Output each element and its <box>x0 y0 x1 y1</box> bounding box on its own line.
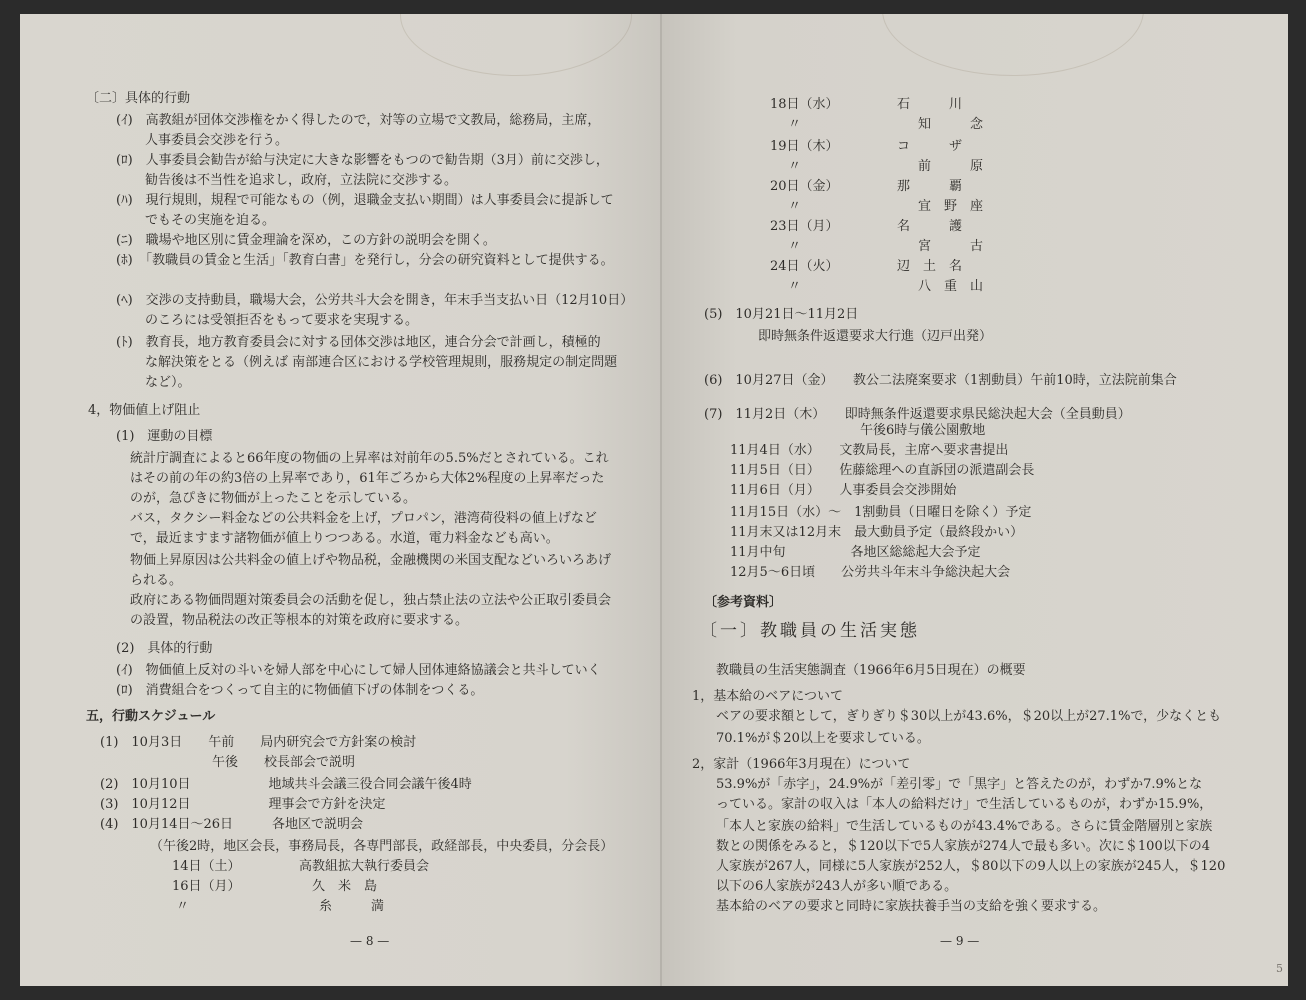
right-text-line: っている。家計の収入は「本人の給料だけ」で生活しているものが，わずか15.9%， <box>716 797 1213 812</box>
page-number-left: — 8 — <box>350 934 390 948</box>
page-number-right: — 9 — <box>940 934 980 948</box>
left-text-line: 人事委員会交渉を行う。 <box>145 133 289 148</box>
right-text-line: 53.9%が「赤字」，24.9%が「差引零」で「黒字」と答えたのが，わずか7.9%とな <box>716 777 1203 792</box>
right-text-line: 〔一〕教職員の生活実態 <box>700 621 920 641</box>
right-text-line: 以下の6人家族が243人が多い順である。 <box>716 879 958 894</box>
left-text-line: で，最近ますます諸物価が値上りつつある。水道，電力料金なども高い。 <box>130 531 559 546</box>
left-text-line: (ﾆ) 職場や地区別に賃金理論を深め，この方針の説明会を開く。 <box>116 233 496 248</box>
left-text-line: 〃 糸 満 <box>176 899 385 914</box>
left-text-line: でもその実施を迫る。 <box>145 213 276 228</box>
right-text-line: 11月末又は12月末 最大動員予定（最終段かい） <box>730 525 1024 540</box>
right-text-line: 即時無条件返還要求大行進（辺戸出発） <box>758 329 993 344</box>
right-text-line: 2，家計（1966年3月現在）について <box>692 757 911 772</box>
right-text-line: ベアの要求額として，ぎりぎり＄30以上が43.6%，＄20以上が27.1%で，少なくとも <box>716 709 1222 724</box>
left-text-line: バス，タクシー料金などの公共料金を上げ，プロパン，港湾荷役料の値上げなど <box>130 511 597 526</box>
left-text-line: 4，物価値上げ阻止 <box>88 403 201 418</box>
left-text-line: のころには受領拒否をもって要求を実現する。 <box>145 313 419 328</box>
right-text-line: 18日（水） 石 川 <box>770 97 963 112</box>
left-text-line: な解決策をとる（例えば 南部連合区における学校管理規則，服務規定の制定問題 <box>145 355 618 370</box>
left-text-line: 物価上昇原因は公共料金の値上げや物品税，金融機関の米国支配などいろいろあげ <box>130 553 612 568</box>
right-text-line: 1，基本給のベアについて <box>692 689 844 704</box>
left-text-line: (1) 運動の目標 <box>116 429 213 444</box>
corner-mark: 5 <box>1276 962 1283 975</box>
right-text-line: (6) 10月27日（金） 教公二法廃案要求（1割動員）午前10時，立法院前集合 <box>704 373 1177 388</box>
left-text-line: (ﾍ) 交渉の支持動員，職場大会，公労共斗大会を開き，年末手当支払い日（12月10日） <box>116 293 634 308</box>
right-text-line: 11月4日（水） 文教局長，主席へ要求書提出 <box>730 443 1009 458</box>
right-text-line: 〃 前 原 <box>788 159 984 174</box>
left-text-line: (ﾎ) 「教職員の賃金と生活」「教育白書」を発行し，分会の研究資料として提供する。 <box>116 253 614 268</box>
left-text-line: の設置，物品税法の改正等根本的対策を政府に要求する。 <box>130 613 469 628</box>
left-text-line: られる。 <box>130 573 183 588</box>
left-text-line: はその前の年の約3倍の上昇率であり，61年ごろから大体2%程度の上昇率だった <box>130 471 605 486</box>
right-text-line: 11月6日（月） 人事委員会交渉開始 <box>730 483 957 498</box>
left-text-line: (4) 10月14日～26日 各地区で説明会 <box>100 817 364 832</box>
left-text-line: 五，行動スケジュール <box>86 709 216 724</box>
left-text-line: （午後2時，地区会長，事務局長，各専門部長，政経部長，中央委員，分会長） <box>150 839 614 854</box>
right-text-line: 19日（木） コ ザ <box>770 139 963 154</box>
right-text-line: 教職員の生活実態調査（1966年6月5日現在）の概要 <box>716 663 1026 678</box>
right-text-line: 23日（月） 名 護 <box>770 219 963 234</box>
right-text-line: 70.1%が＄20以上を要求している。 <box>716 731 930 746</box>
left-text-line: (1) 10月3日 午前 局内研究会で方針案の検討 <box>100 735 417 750</box>
right-text-line: 人家族が267人，同様に5人家族が252人，＄80以下の9人以上の家族が245人，＄120 <box>716 859 1226 874</box>
right-text-line: 24日（火） 辺 土 名 <box>770 259 963 274</box>
left-text-line: 16日（月） 久 米 島 <box>172 879 378 894</box>
left-text-line: 14日（土） 高教組拡大執行委員会 <box>172 859 430 874</box>
left-text-line: (ﾛ) 消費組合をつくって自主的に物価値下げの体制をつくる。 <box>116 683 484 698</box>
right-text-line: 〃 知 念 <box>788 117 984 132</box>
right-text-line: (5) 10月21日～11月2日 <box>704 307 859 322</box>
left-text-line: 勧告後は不当性を追求し，政府，立法院に交渉する。 <box>145 173 458 188</box>
right-text-line: 20日（金） 那 覇 <box>770 179 963 194</box>
right-text-line: 11月15日（水）～ 1割動員（日曜日を除く）予定 <box>730 505 1032 520</box>
water-stain <box>882 14 1144 76</box>
left-text-line: など）。 <box>145 375 191 390</box>
left-text-line: 統計庁調査によると66年度の物価の上昇率は対前年の5.5%だとされている。これ <box>130 451 609 466</box>
right-text-line: 〃 宜 野 座 <box>788 199 984 214</box>
water-stain <box>400 14 632 76</box>
right-text-line: 数との関係をみると，＄120以下で5人家族が274人で最も多い。次に＄100以下の4 <box>716 839 1210 854</box>
right-text-line: 〔参考資料〕 <box>704 595 783 610</box>
left-text-line: (ﾄ) 教育長，地方教育委員会に対する団体交渉は地区，連合分会で計画し，積極的 <box>116 335 601 350</box>
right-text-line: 〃 八 重 山 <box>788 279 984 294</box>
left-text-line: (ｲ) 高教組が団体交渉権をかく得したので，対等の立場で文教局，総務局，主席， <box>116 113 601 128</box>
left-text-line: 政府にある物価問題対策委員会の活動を促し，独占禁止法の立法や公正取引委員会 <box>130 593 612 608</box>
left-text-line: 午後 校長部会で説明 <box>212 755 356 770</box>
left-text-line: (ﾛ) 人事委員会勧告が給与決定に大きな影響をもつので勧告期（3月）前に交渉し， <box>116 153 609 168</box>
left-text-line: (ｲ) 物価値上反対の斗いを婦人部を中心にして婦人団体連絡協議会と共斗していく <box>116 663 601 678</box>
left-page <box>20 14 662 986</box>
left-text-line: (2) 具体的行動 <box>116 641 213 656</box>
left-text-line: (3) 10月12日 理事会で方針を決定 <box>100 797 386 812</box>
right-page <box>662 14 1288 986</box>
right-text-line: 〃 宮 古 <box>788 239 984 254</box>
right-text-line: 11月中旬 各地区総総起大会予定 <box>730 545 981 560</box>
right-text-line: 12月5～6日頃 公労共斗年末斗争総決起大会 <box>730 565 1011 580</box>
right-text-line: (7) 11月2日（木） 即時無条件返還要求県民総決起大会（全員動員） <box>704 407 1131 422</box>
left-text-line: 〔二〕具体的行動 <box>86 91 191 106</box>
right-text-line: 基本給のベアの要求と同時に家族扶養手当の支給を強く要求する。 <box>716 899 1107 914</box>
right-text-line: 午後6時与儀公園敷地 <box>860 423 986 438</box>
right-text-line: 「本人と家族の給料」で生活しているものが43.4%である。さらに賃金階層別と家族 <box>716 819 1213 834</box>
left-text-line: のが，急ぴきに物価が上ったことを示している。 <box>130 491 417 506</box>
right-text-line: 11月5日（日） 佐藤総理への直訴団の派遣副会長 <box>730 463 1035 478</box>
left-text-line: (ﾊ) 現行規則，規程で可能なもの（例，退職金支払い期間）は人事委員会に提訴して <box>116 193 614 208</box>
left-text-line: (2) 10月10日 地域共斗会議三役合同会議午後4時 <box>100 777 472 792</box>
